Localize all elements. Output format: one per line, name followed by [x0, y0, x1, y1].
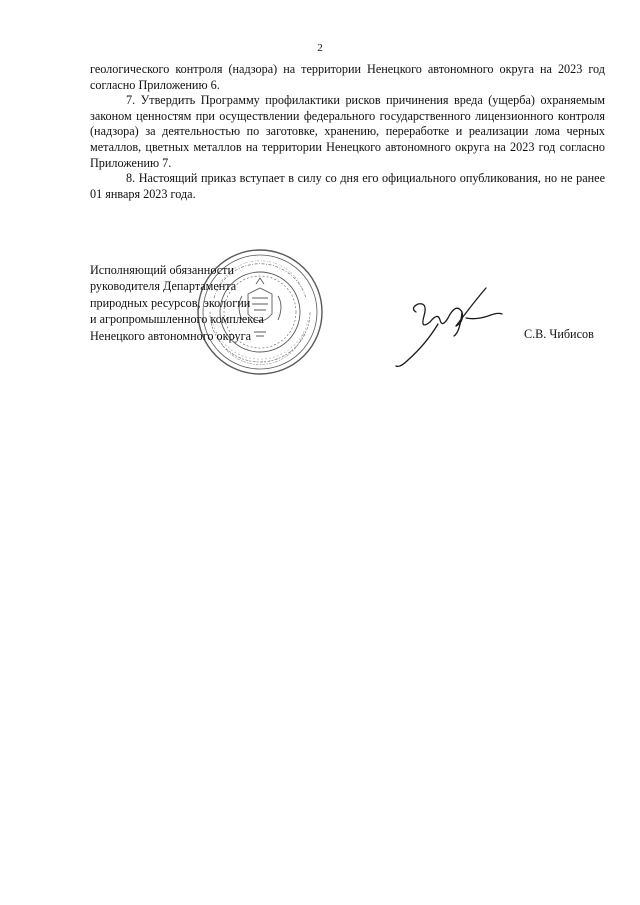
paragraph-continuation: геологического контроля (надзора) на территории Ненецкого автономного округа на 2023 год согласно Приложению 6. — [90, 62, 605, 92]
page-number: 2 — [317, 42, 323, 54]
signature-title-line: природных ресурсов, экологии — [90, 295, 251, 310]
paragraph-item-7: 7. Утвердить Программу профилактики рисков причинения вреда (ущерба) охраняемым законом ценностям при осуществлении федерального государственного лицензионного контроля (надзора) за деятельностью по заготовке, хранению, переработке и реализации лома черных металлов, цветных металлов на территории Ненецкого автономного округа на 2023 год согласно Приложению 7. — [90, 93, 605, 170]
handwritten-signature-icon — [390, 282, 510, 374]
signature-title-block — [90, 262, 264, 344]
signature-title-line: Ненецкого автономного округа — [90, 328, 252, 343]
signature-title-line: руководителя Департамента — [90, 279, 237, 294]
signature-title-line: Исполняющий обязанности — [90, 263, 234, 277]
document-body — [90, 62, 605, 202]
signer-name: С.В. Чибисов — [524, 327, 594, 341]
signature-title-line: и агропромышленного комплекса — [90, 312, 264, 327]
paragraph-item-8: 8. Настоящий приказ вступает в силу со дня его официального опубликования, но не ранее 01 января 2023 года. — [90, 171, 605, 201]
